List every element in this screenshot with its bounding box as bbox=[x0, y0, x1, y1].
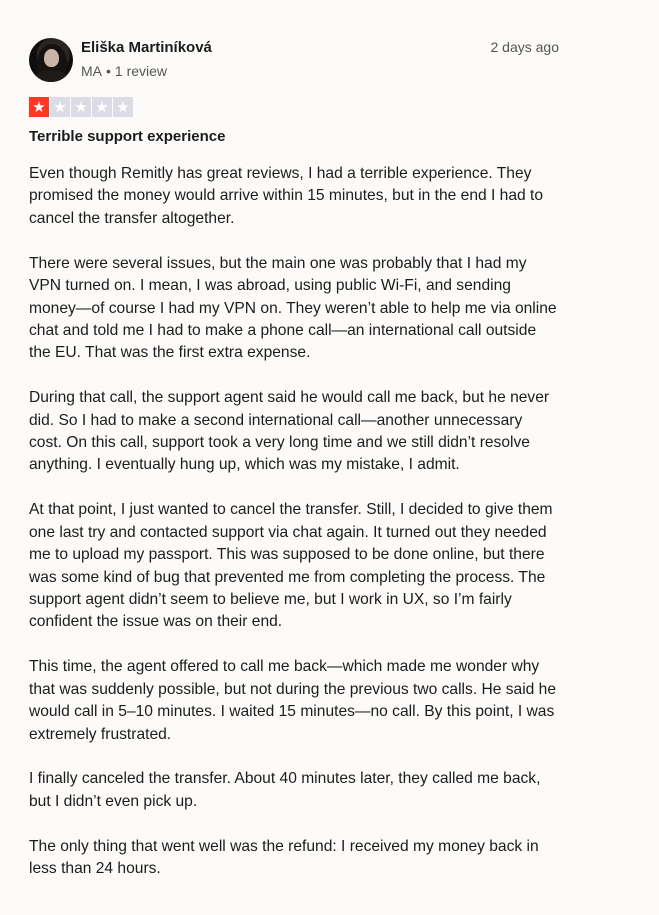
review-paragraph: Even though Remitly has great reviews, I had a terrible experience. They promised the money would arrive within 15 minutes, but in the end I had to cancel the transfer altogether. bbox=[29, 165, 544, 227]
review-paragraph: I finally canceled the transfer. About 40 minutes later, they called me back, but I didn’t even pick up. bbox=[29, 770, 541, 810]
reviewer-country: MA bbox=[81, 63, 102, 79]
star-icon: ★ bbox=[29, 97, 49, 117]
review-paragraph: The only thing that went well was the refund: I received my money back in less than 24 hours. bbox=[29, 837, 539, 878]
reviewer-meta bbox=[81, 62, 559, 80]
review-title[interactable]: Terrible support experience bbox=[29, 128, 226, 145]
reviewer-review-count: 1 review bbox=[114, 63, 168, 79]
reviewer-name[interactable]: Eliška Martiníková bbox=[81, 39, 212, 56]
review-paragraph: There were several issues, but the main one was probably that I had my VPN turned on. I mean, I was abroad, using public Wi-Fi, and sending money—of course I had my VPN on. They weren’t able to help me via online chat and told me I had to make a phone call—an international call outside the EU. That was the first extra expense. bbox=[29, 254, 557, 362]
star-icon: ★ bbox=[92, 97, 112, 117]
star-icon: ★ bbox=[50, 97, 70, 117]
review-body bbox=[29, 163, 559, 881]
review-date: 2 days ago bbox=[490, 39, 559, 55]
review-paragraph: During that call, the support agent said he would call me back, but he never did. So I had to make a second international call—another unnecessary cost. On this call, support took a very long time and we still didn’t resolve anything. I eventually hung up, which was my mistake, I admit. bbox=[29, 389, 550, 474]
meta-separator: • bbox=[106, 63, 111, 79]
reviewer-info bbox=[81, 38, 559, 80]
star-icon: ★ bbox=[113, 97, 133, 117]
review-paragraph: This time, the agent offered to call me back—which made me wonder why that was suddenly possible, but not during the previous two calls. He said he would call in 5–10 minutes. I waited 15 minutes—no call. By this point, I was extremely frustrated. bbox=[29, 658, 557, 743]
avatar[interactable] bbox=[29, 38, 73, 82]
star-rating bbox=[29, 97, 559, 117]
review-paragraph: At that point, I just wanted to cancel the transfer. Still, I decided to give them one last try and contacted support via chat again. It turned out they needed me to upload my passport. This was supposed to be done online, but there was some kind of bug that prevented me from completing the process. The support agent didn’t seem to believe me, but I work in UX, so I’m fairly confident the issue was on their end. bbox=[29, 501, 553, 631]
star-icon: ★ bbox=[71, 97, 91, 117]
review-header bbox=[29, 38, 559, 88]
